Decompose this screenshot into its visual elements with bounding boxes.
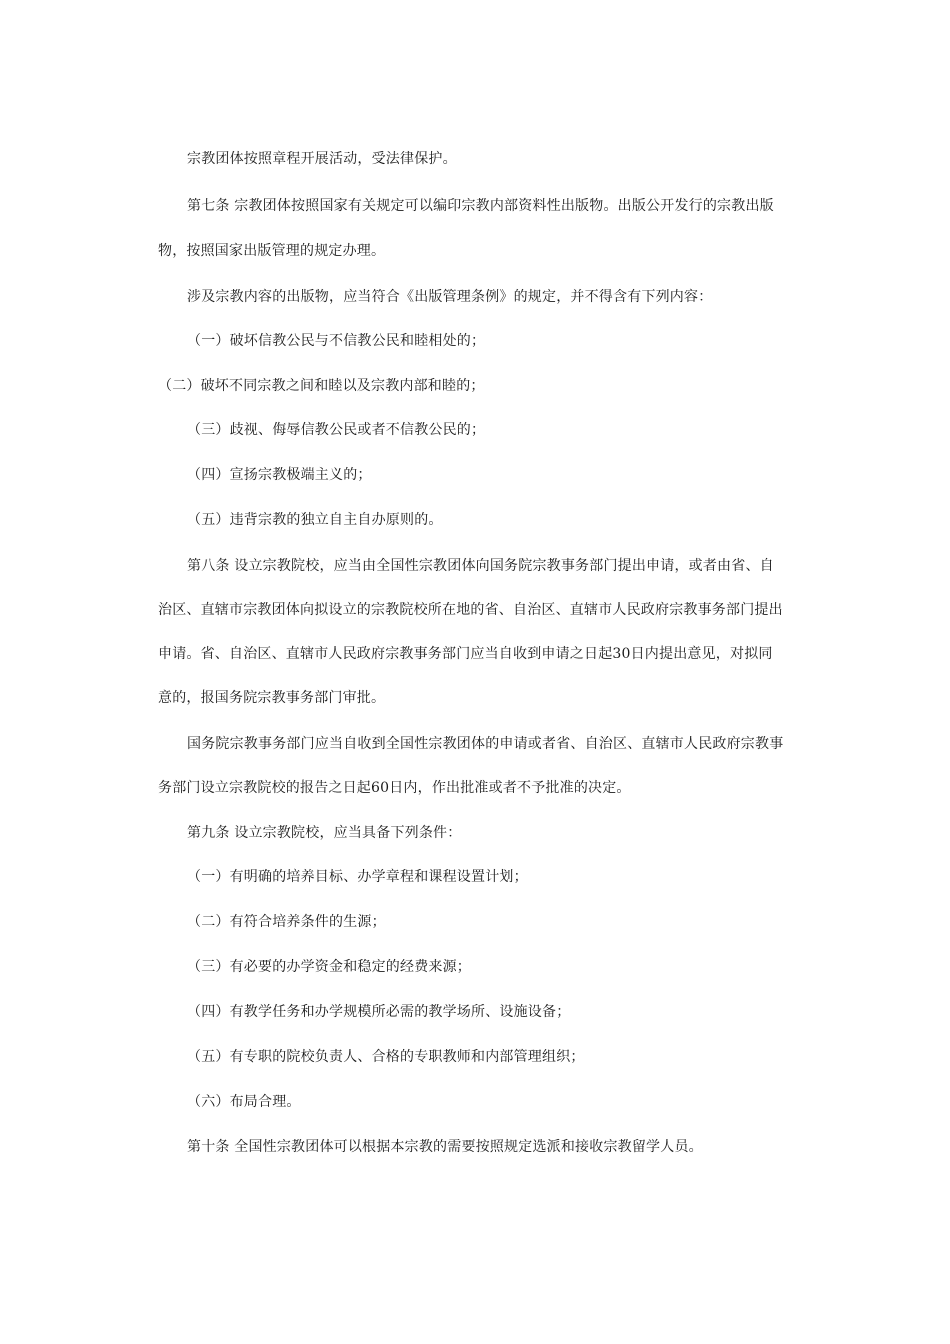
paragraph-line: 申请。省、自治区、直辖市人民政府宗教事务部门应当自收到申请之日起30日内提出意见，对拟同 (158, 646, 773, 662)
article-7-line: 第七条 宗教团体按照国家有关规定可以编印宗教内部资料性出版物。出版公开发行的宗教出版 (187, 198, 774, 214)
list-item: （五）违背宗教的独立自主自办原则的。 (187, 512, 443, 528)
paragraph-line: 意的，报国务院宗教事务部门审批。 (158, 690, 386, 706)
list-item: （四）有教学任务和办学规模所必需的教学场所、设施设备； (187, 1004, 571, 1020)
paragraph-line: 物，按照国家出版管理的规定办理。 (158, 243, 386, 259)
article-9-line: 第九条 设立宗教院校，应当具备下列条件： (187, 825, 462, 841)
list-item: （四）宣扬宗教极端主义的； (187, 467, 372, 483)
list-item: （三）歧视、侮辱信教公民或者不信教公民的； (187, 422, 486, 438)
article-10-line: 第十条 全国性宗教团体可以根据本宗教的需要按照规定选派和接收宗教留学人员。 (187, 1139, 703, 1155)
paragraph-line: 治区、直辖市宗教团体向拟设立的宗教院校所在地的省、自治区、直辖市人民政府宗教事务部门提出 (158, 602, 783, 618)
paragraph-line: 国务院宗教事务部门应当自收到全国性宗教团体的申请或者省、自治区、直辖市人民政府宗教事 (187, 736, 784, 752)
paragraph-line: 涉及宗教内容的出版物，应当符合《出版管理条例》的规定，并不得含有下列内容： (187, 289, 713, 305)
list-item: （二）破坏不同宗教之间和睦以及宗教内部和睦的； (158, 378, 485, 394)
list-item: （一）破坏信教公民与不信教公民和睦相处的； (187, 333, 486, 349)
list-item: （六）布局合理。 (187, 1094, 301, 1110)
list-item: （一）有明确的培养目标、办学章程和课程设置计划； (187, 869, 528, 885)
article-8-line: 第八条 设立宗教院校，应当由全国性宗教团体向国务院宗教事务部门提出申请，或者由省、自 (187, 558, 774, 574)
list-item: （三）有必要的办学资金和稳定的经费来源； (187, 959, 471, 975)
paragraph-line: 务部门设立宗教院校的报告之日起60日内，作出批准或者不予批准的决定。 (158, 780, 631, 796)
list-item: （二）有符合培养条件的生源； (187, 914, 386, 930)
paragraph-line: 宗教团体按照章程开展活动，受法律保护。 (187, 151, 457, 167)
list-item: （五）有专职的院校负责人、合格的专职教师和内部管理组织； (187, 1049, 585, 1065)
